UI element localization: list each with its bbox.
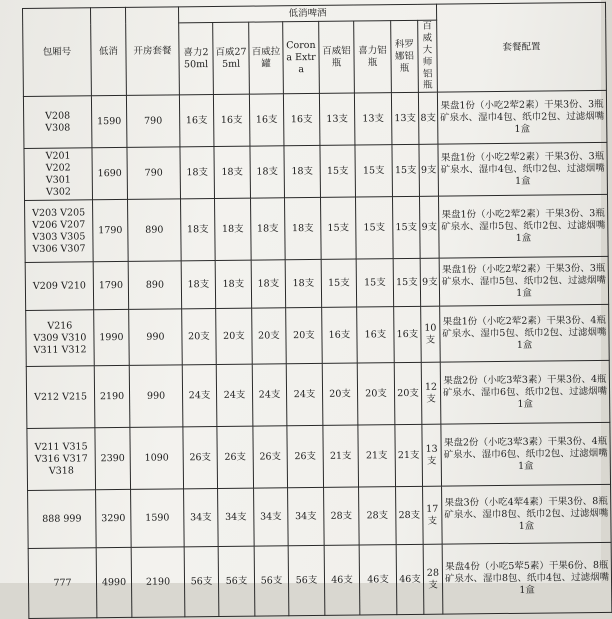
room-number: V308 <box>45 122 71 134</box>
beer-qty-cell: 18支 <box>284 146 321 198</box>
beer-qty-cell: 17支 <box>423 486 443 544</box>
room-package-cell: 990 <box>129 365 183 428</box>
beer-qty-cell: 16支 <box>283 94 320 146</box>
room-number: V202 <box>45 162 71 174</box>
beer-qty-cell: 26支 <box>217 426 254 488</box>
beer-qty-cell: 13支 <box>391 93 419 145</box>
beer-qty-cell: 24支 <box>286 364 323 426</box>
table-row <box>24 143 608 201</box>
room-number: V211 V315 <box>34 441 88 453</box>
beer-qty-cell: 16支 <box>322 307 358 363</box>
beer-qty-cell: 18支 <box>251 198 286 260</box>
beer-qty-cell: 20支 <box>394 363 422 425</box>
package-config-cell: 果盘2份（小吃3荤3素）干果3份、4瓶矿泉水、湿巾6包、纸巾2包、过滤烟嘴1盒 <box>440 361 610 425</box>
room-number: V302 <box>45 186 71 198</box>
header-beer-1: 喜力250ml <box>179 23 214 96</box>
beer-qty-cell: 21支 <box>358 425 396 487</box>
min-spend-cell: 4990 <box>96 548 132 618</box>
beer-qty-cell: 16支 <box>394 307 422 363</box>
room-package-cell: 890 <box>128 199 182 262</box>
beer-qty-cell: 24支 <box>252 364 287 426</box>
beer-qty-cell: 28支 <box>396 487 424 545</box>
room-number: V208 <box>45 110 71 122</box>
room-number: V301 <box>45 174 71 186</box>
room-number: V206 V207 <box>32 219 86 231</box>
package-config-cell: 果盘1份（小吃2荤2素）干果3份、4瓶矿泉水、湿巾5包、纸巾2包、过滤烟嘴1盒 <box>440 305 610 363</box>
room-number: V209 V210 <box>32 280 86 292</box>
beer-qty-cell: 20支 <box>286 308 323 364</box>
beer-qty-cell: 13支 <box>319 93 355 145</box>
beer-qty-cell: 18支 <box>285 260 322 308</box>
table-row <box>27 423 611 491</box>
min-spend-cell: 1790 <box>93 262 129 310</box>
min-spend-cell: 2190 <box>94 366 130 428</box>
room-number: V212 V215 <box>34 391 88 403</box>
header-beer-6: 喜力铝瓶 <box>354 21 392 94</box>
beer-qty-cell: 16支 <box>179 95 214 147</box>
beer-qty-cell: 15支 <box>392 145 420 197</box>
package-config-cell: 果盘1份（小吃2荤2素）干果3份、3瓶矿泉水、湿巾4包、纸巾2包、过滤烟嘴1盒 <box>438 143 608 197</box>
beer-qty-cell: 26支 <box>287 426 324 488</box>
beer-qty-cell: 34支 <box>218 488 255 546</box>
beer-qty-cell: 18支 <box>285 198 322 260</box>
min-spend-cell: 1790 <box>93 200 129 262</box>
room-package-cell: 990 <box>129 309 183 366</box>
beer-qty-cell: 24支 <box>182 365 217 427</box>
room-number: V203 V205 <box>32 207 86 219</box>
beer-qty-cell: 9支 <box>419 196 439 258</box>
beer-qty-cell: 34支 <box>288 488 325 546</box>
package-table <box>22 2 612 619</box>
beer-qty-cell: 20支 <box>322 363 358 425</box>
beer-qty-cell: 15支 <box>356 259 394 307</box>
package-config-cell: 果盘3份（小吃4荤4素）干果3份、8瓶矿泉水、湿巾8包、纸巾2包、过滤烟嘴1盒 <box>442 485 612 545</box>
beer-qty-cell: 15支 <box>393 259 421 307</box>
header-rooms: 包厢号 <box>23 8 92 97</box>
room-numbers-cell <box>26 366 95 429</box>
room-numbers-cell <box>27 428 96 491</box>
package-config-cell: 果盘4份（小吃5荤5素）干果6份、8瓶矿泉水、湿巾8包、纸巾4包、过滤烟嘴1盒 <box>442 543 612 615</box>
room-number: V201 <box>45 150 71 162</box>
beer-qty-cell: 21支 <box>395 425 423 487</box>
room-number: V216 <box>47 320 73 332</box>
header-beer-7: 科罗娜铝瓶 <box>391 20 419 93</box>
beer-qty-cell: 15支 <box>320 145 356 197</box>
beer-qty-cell: 56支 <box>218 546 255 616</box>
beer-qty-cell: 13支 <box>422 424 442 486</box>
room-numbers-cell <box>24 148 93 201</box>
beer-qty-cell: 26支 <box>183 427 218 489</box>
header-room-package: 开房套餐 <box>125 7 179 96</box>
package-config-cell: 果盘1份（小吃2荤2素）干果3份、3瓶矿泉水、湿巾5包、纸巾2包、过滤烟嘴1盒 <box>439 195 609 259</box>
min-spend-cell: 1690 <box>92 148 128 200</box>
beer-qty-cell: 56支 <box>288 546 325 616</box>
beer-qty-cell: 18支 <box>180 147 215 199</box>
header-config: 套餐配置 <box>436 2 606 92</box>
beer-qty-cell: 34支 <box>254 488 289 546</box>
room-number: V311 V312 <box>33 344 87 356</box>
table-row <box>26 305 610 367</box>
table-body <box>23 91 611 619</box>
beer-qty-cell: 12支 <box>421 362 441 424</box>
package-config-cell: 果盘2份（小吃3荤3素）干果3份、4瓶矿泉水、湿巾6包、纸巾2包、过滤烟嘴1盒 <box>441 423 611 487</box>
room-package-cell: 790 <box>127 147 181 200</box>
room-number: 777 <box>53 577 72 589</box>
beer-qty-cell: 18支 <box>181 199 216 261</box>
beer-qty-cell: 16支 <box>249 94 284 146</box>
header-beer-5: 百威铝瓶 <box>319 21 355 94</box>
room-number: V303 V305 <box>32 231 86 243</box>
beer-qty-cell: 18支 <box>181 261 216 309</box>
package-config-cell: 果盘1份（小吃2荤2素）干果3份、3瓶矿泉水、湿巾5包、纸巾2包、过滤烟嘴1盒 <box>439 257 608 307</box>
beer-qty-cell: 46支 <box>324 545 360 615</box>
room-number: V318 <box>48 465 74 477</box>
room-number: V306 V307 <box>32 242 86 255</box>
beer-qty-cell: 46支 <box>359 545 397 615</box>
table-row <box>28 485 612 549</box>
room-numbers-cell <box>25 262 93 311</box>
beer-qty-cell: 28支 <box>324 487 360 545</box>
table-row <box>23 91 607 149</box>
package-config-cell: 果盘1份（小吃2荤2素）干果3份、3瓶矿泉水、湿巾4包、纸巾2包、过滤烟嘴1盒 <box>437 91 607 145</box>
room-package-cell: 790 <box>126 95 180 148</box>
beer-qty-cell: 15支 <box>392 197 420 259</box>
beer-qty-cell: 24支 <box>216 364 253 426</box>
beer-qty-cell: 10支 <box>421 306 441 362</box>
beer-qty-cell: 16支 <box>357 307 395 363</box>
beer-qty-cell: 9支 <box>419 144 439 196</box>
beer-qty-cell: 9支 <box>420 258 440 306</box>
beer-qty-cell: 20支 <box>182 309 217 365</box>
beer-qty-cell: 26支 <box>253 426 288 488</box>
beer-qty-cell: 18支 <box>215 260 252 308</box>
beer-qty-cell: 21支 <box>323 425 359 487</box>
min-spend-cell: 1990 <box>94 310 130 366</box>
beer-qty-cell: 15支 <box>321 197 357 259</box>
room-package-cell: 1090 <box>130 427 184 490</box>
header-beer-2: 百威275ml <box>213 22 250 95</box>
header-beer-8: 百威大师铝瓶 <box>418 20 438 92</box>
header-beer-group: 低消啤酒 <box>178 4 436 23</box>
header-beer-4: Corona Extra <box>283 21 320 94</box>
header-min-spend: 低消 <box>91 7 127 96</box>
beer-qty-cell: 8支 <box>418 92 438 144</box>
beer-qty-cell: 56支 <box>254 546 289 616</box>
beer-qty-cell: 13支 <box>354 93 392 145</box>
table-row <box>25 195 609 263</box>
room-numbers-cell <box>28 490 97 549</box>
room-package-cell: 2190 <box>131 547 185 618</box>
min-spend-cell: 1590 <box>91 96 127 148</box>
beer-qty-cell: 15支 <box>356 197 394 259</box>
table-row <box>28 543 612 619</box>
beer-qty-cell: 18支 <box>214 146 251 198</box>
room-numbers-cell <box>26 310 95 367</box>
room-number: V309 V310 <box>33 332 87 344</box>
beer-qty-cell: 16支 <box>213 94 250 146</box>
room-numbers-cell <box>28 548 97 619</box>
header-beer-3: 百威拉罐 <box>249 22 284 95</box>
beer-qty-cell: 18支 <box>251 260 286 308</box>
beer-qty-cell: 18支 <box>215 198 252 260</box>
min-spend-cell: 2390 <box>95 428 131 490</box>
beer-qty-cell: 15支 <box>355 145 393 197</box>
beer-qty-cell: 34支 <box>184 489 219 547</box>
beer-qty-cell: 20支 <box>357 363 395 425</box>
beer-qty-cell: 20支 <box>252 308 287 364</box>
beer-qty-cell: 28支 <box>359 487 397 545</box>
beer-qty-cell: 18支 <box>250 146 285 198</box>
beer-qty-cell: 20支 <box>216 308 253 364</box>
room-number: 888 999 <box>42 513 82 525</box>
room-number: V316 V317 <box>34 453 88 465</box>
beer-qty-cell: 56支 <box>184 547 219 617</box>
room-numbers-cell <box>23 96 92 149</box>
table-row <box>25 257 608 311</box>
table-row <box>26 361 610 429</box>
beer-qty-cell: 28支 <box>423 544 443 614</box>
beer-qty-cell: 46支 <box>396 545 424 615</box>
min-spend-cell: 3290 <box>96 490 132 548</box>
beer-qty-cell: 15支 <box>321 259 357 307</box>
room-numbers-cell <box>25 200 94 263</box>
room-package-cell: 890 <box>128 261 181 310</box>
room-package-cell: 1590 <box>131 489 185 548</box>
